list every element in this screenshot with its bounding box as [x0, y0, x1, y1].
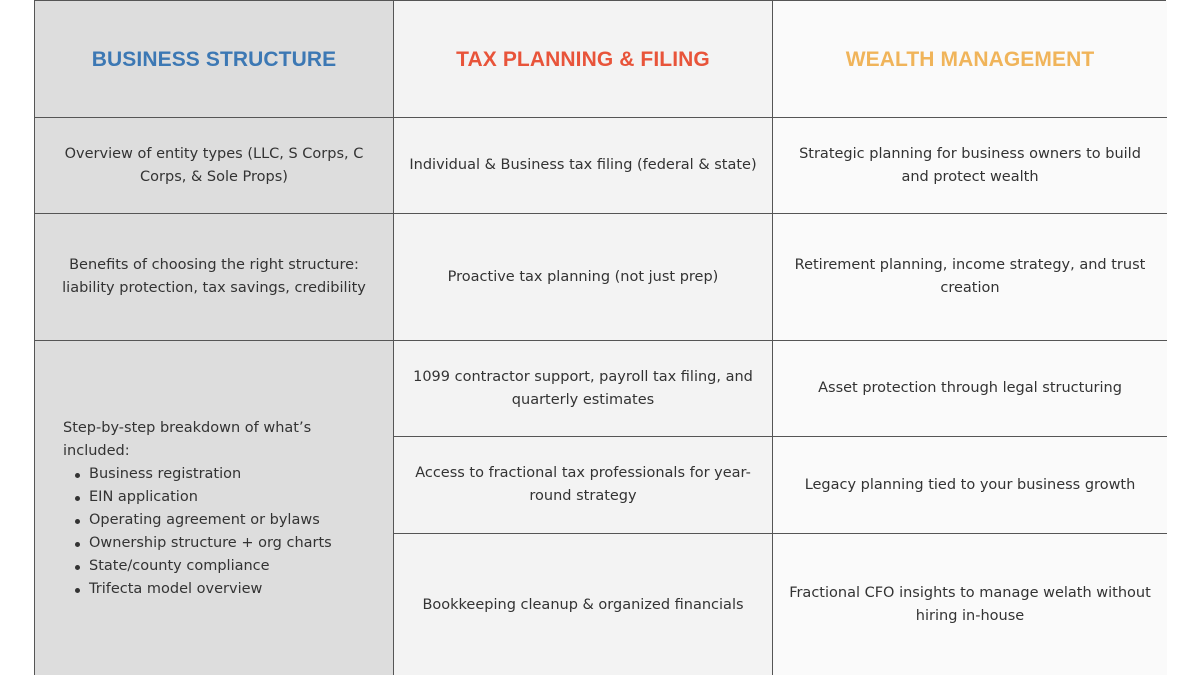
business-structure-text-1: Overview of entity types (LLC, S Corps, C Corps, & Sole Props): [64, 145, 364, 185]
wealth-management-cell-2: [773, 214, 1167, 341]
header-wealth-management-label: WEALTH MANAGEMENT: [845, 47, 1095, 71]
wealth-management-text-4: Legacy planning tied to your business growth: [804, 476, 1136, 493]
wealth-management-text-1: Strategic planning for business owners to build and protect wealth: [799, 145, 1141, 185]
wealth-management-cell-4: [773, 437, 1167, 534]
header-business-structure: [35, 1, 394, 118]
header-wealth-management: [773, 1, 1167, 118]
wealth-management-text-3: Asset protection through legal structuring: [818, 380, 1122, 396]
wealth-management-cell-3: [773, 341, 1167, 437]
steps-intro: Step-by-step breakdown of what’s included:: [63, 419, 312, 459]
steps-list: [63, 463, 332, 601]
tax-planning-text-2: Proactive tax planning (not just prep): [447, 268, 719, 285]
tax-planning-text-4: Access to fractional tax professionals for year-round strategy: [415, 465, 751, 504]
business-structure-cell-1: [35, 118, 394, 214]
tax-planning-cell-2: [394, 214, 773, 341]
list-item: EIN application: [75, 486, 332, 509]
business-structure-cell-3: [35, 341, 394, 675]
wealth-management-cell-5: [773, 534, 1167, 675]
tax-planning-cell-5: [394, 534, 773, 675]
header-business-structure-label: BUSINESS STRUCTURE: [91, 47, 337, 71]
list-item: Trifecta model overview: [75, 578, 332, 601]
services-comparison-table: [34, 0, 1166, 675]
tax-planning-text-3: 1099 contractor support, payroll tax filing, and quarterly estimates: [413, 368, 753, 408]
business-structure-text-2: Benefits of choosing the right structure: liability protection, tax savings, credibility: [62, 257, 366, 296]
wealth-management-text-2: Retirement planning, income strategy, and trust creation: [794, 257, 1146, 296]
tax-planning-text-1: Individual & Business tax filing (federal & state): [409, 157, 757, 173]
wealth-management-cell-1: [773, 118, 1167, 214]
list-item: Ownership structure + org charts: [75, 532, 332, 555]
header-tax-planning: [394, 1, 773, 118]
list-item: State/county compliance: [75, 555, 332, 578]
wealth-management-text-5: Fractional CFO insights to manage welath without hiring in-house: [789, 585, 1151, 624]
tax-planning-cell-4: [394, 437, 773, 534]
list-item: Business registration: [75, 463, 332, 486]
tax-planning-text-5: Bookkeeping cleanup & organized financials: [422, 596, 744, 613]
list-item: Operating agreement or bylaws: [75, 509, 332, 532]
tax-planning-cell-3: [394, 341, 773, 437]
business-structure-cell-2: [35, 214, 394, 341]
header-tax-planning-label: TAX PLANNING & FILING: [456, 47, 710, 71]
tax-planning-cell-1: [394, 118, 773, 214]
